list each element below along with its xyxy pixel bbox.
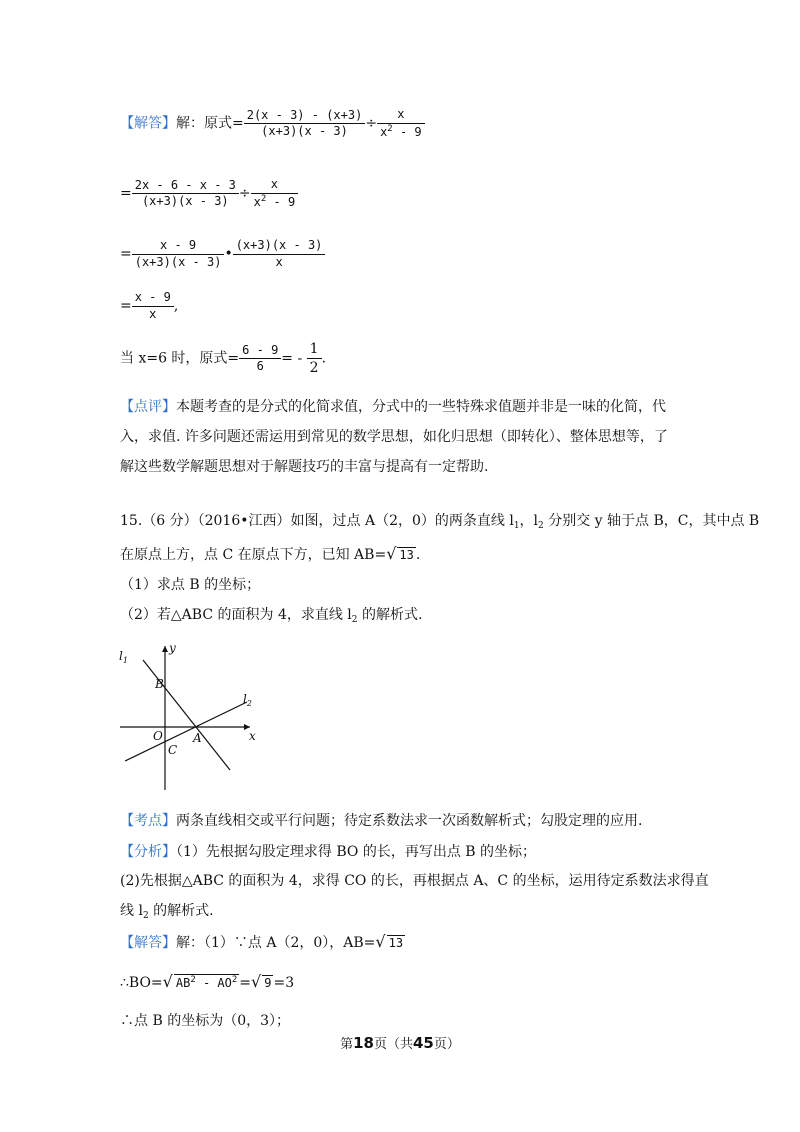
fraction: $\frac{2x - 6 - x - 3}{(x+3)(x - 3)}$ <box>132 178 239 210</box>
step-4: = $\frac{x - 9}{x}$ , <box>120 290 179 321</box>
solution-2-line-1: 【解答】解：（1）∵点 A（2，0），AB=√ 13 <box>120 932 404 951</box>
solution-2-line-3: ∴点 B 的坐标为（0，3）； <box>120 1013 291 1029</box>
kaodian-tag: 【考点】 <box>120 813 176 829</box>
solution-tag: 【解答】 <box>120 935 176 951</box>
fraction: $\frac{x}{x^2 - 9}$ <box>377 107 425 140</box>
step-5: 当 x=6 时，原式= $\frac{6 - 9}{6}$ = - $\frac{1}{2}$ . <box>120 341 327 377</box>
question-15-line-2: 在原点上方，点 C 在原点下方，已知 AB=√ 13 . <box>120 544 421 563</box>
label-l2: $l_2$ <box>243 692 252 708</box>
label-l1: $l_1$ <box>119 649 128 665</box>
page-footer: 第18页（共45页） <box>340 1034 460 1052</box>
label-A: A <box>193 731 202 745</box>
solution-tag: 【解答】 <box>120 115 176 132</box>
step-2: = $\frac{2x - 6 - x - 3}{(x+3)(x - 3)}$ ÷ $\frac{x}{x^2 - 9}$ <box>120 177 298 210</box>
fenxi-line-3: 线 $l_2$ 的解析式. <box>120 903 214 921</box>
page-number: 18 <box>353 1034 374 1052</box>
kaodian-line: 【考点】两条直线相交或平行问题；待定系数法求一次函数解析式；勾股定理的应用. <box>120 813 643 829</box>
fraction: $\frac{6 - 9}{6}$ <box>239 343 281 375</box>
label-y: y <box>169 641 176 655</box>
comment-paragraph: 【点评】本题考查的是分式的化简求值，分式中的一些特殊求值题并非是一味的化简，代入，求值. 许多问题还需运用到常见的数学思想，如化归思想（即转化）、整体思想等，了解这些数学解题思想对于解题技巧的丰富与提高有一定帮助. <box>120 399 668 475</box>
fraction: $\frac{x - 9}{(x+3)(x - 3)}$ <box>132 238 225 270</box>
fraction: $\frac{2(x - 3) - (x+3)}{(x+3)(x - 3)}$ <box>244 108 366 140</box>
fenxi-tag: 【分析】 <box>120 844 176 860</box>
label-B: B <box>155 677 164 691</box>
question-15-item-2: （2）若△ABC 的面积为 4，求直线 $l_2$ 的解析式. <box>120 607 423 625</box>
label-C: C <box>168 743 178 757</box>
solution-2-line-2: ∴BO=√ $AB^2 - AO^2$ =√ 9 =3 <box>120 972 295 991</box>
question-15-line-1: 15.（6 分）（2016•江西）如图，过点 A（2，0）的两条直线 $l_1$，$l_2$ 分别交 y 轴于点 B，C，其中点 B <box>120 513 760 531</box>
step-3: = $\frac{x - 9}{(x+3)(x - 3)}$ • $\frac{(x+3)(x - 3)}{x}$ <box>120 238 325 270</box>
fraction: $\frac{x - 9}{x}$ <box>132 290 174 322</box>
page-total: 45 <box>413 1034 434 1052</box>
line-l2 <box>125 702 247 761</box>
fenxi-line-1: 【分析】（1）先根据勾股定理求得 BO 的长，再写出点 B 的坐标； <box>120 844 537 860</box>
label-O: O <box>153 729 163 743</box>
label-x: x <box>249 729 256 743</box>
comment-tag: 【点评】 <box>120 399 176 415</box>
fraction: $\frac{x}{x^2 - 9}$ <box>251 177 299 210</box>
y-axis-arrow-icon <box>162 646 168 652</box>
fenxi-line-2: (2)先根据△ABC 的面积为 4，求得 CO 的长，再根据点 A、C 的坐标，运用待定系数法求得直 <box>120 873 709 889</box>
solution-line-1: 【解答】解：原式= $\frac{2(x - 3) - (x+3)}{(x+3)(x - 3)}$ ÷ $\frac{x}{x^2 - 9}$ <box>120 107 425 140</box>
fraction: $\frac{(x+3)(x - 3)}{x}$ <box>233 238 326 270</box>
coordinate-figure <box>115 640 265 795</box>
question-15-item-1: （1）求点 B 的坐标； <box>120 577 261 593</box>
fraction: $\frac{1}{2}$ <box>307 340 322 377</box>
